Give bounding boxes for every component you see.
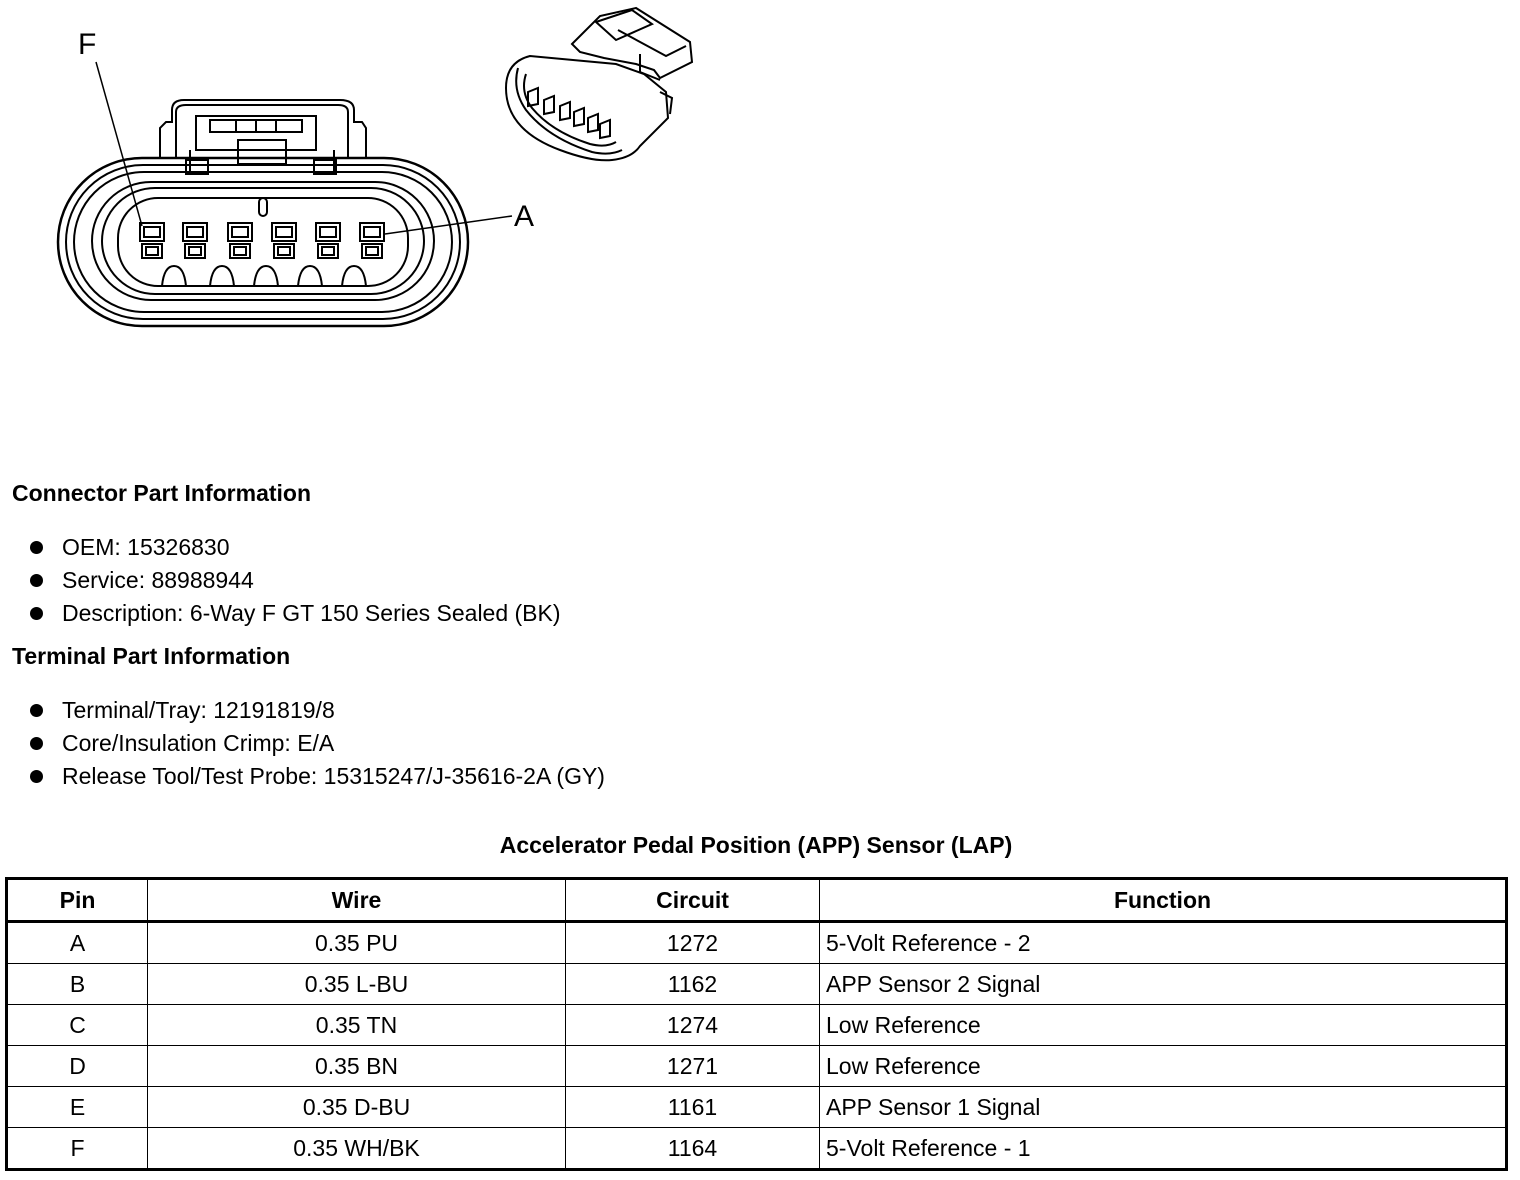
connector-face-drawing	[58, 62, 512, 326]
cell-pin: B	[7, 964, 148, 1005]
table-row	[7, 1128, 1507, 1170]
cell-function: APP Sensor 1 Signal	[820, 1087, 1507, 1128]
bullet-icon	[30, 541, 43, 554]
cell-wire: 0.35 L-BU	[148, 964, 566, 1005]
cell-circuit: 1274	[566, 1005, 820, 1046]
table-header-row	[7, 879, 1507, 922]
cell-function: Low Reference	[820, 1046, 1507, 1087]
list-item	[28, 694, 605, 727]
cell-function: Low Reference	[820, 1005, 1507, 1046]
pin-a-label: A	[514, 200, 535, 233]
bullet-icon	[30, 607, 43, 620]
connector-diagram	[0, 0, 760, 360]
list-item	[28, 564, 561, 597]
list-item	[28, 531, 561, 564]
cell-circuit: 1271	[566, 1046, 820, 1087]
cell-circuit: 1272	[566, 922, 820, 964]
cell-function: APP Sensor 2 Signal	[820, 964, 1507, 1005]
cell-pin: A	[7, 922, 148, 964]
cell-circuit: 1161	[566, 1087, 820, 1128]
header-circuit: Circuit	[566, 879, 820, 922]
cell-pin: F	[7, 1128, 148, 1170]
cell-pin: D	[7, 1046, 148, 1087]
connector-service: Service: 88988944	[62, 567, 254, 593]
connector-info-list	[28, 531, 561, 630]
cell-wire: 0.35 WH/BK	[148, 1128, 566, 1170]
pin-f-label: F	[78, 28, 97, 61]
cell-circuit: 1162	[566, 964, 820, 1005]
terminal-crimp: Core/Insulation Crimp: E/A	[62, 730, 335, 756]
connector-oem: OEM: 15326830	[62, 534, 230, 560]
cell-pin: E	[7, 1087, 148, 1128]
list-item	[28, 727, 605, 760]
terminal-cavities	[140, 223, 384, 258]
cell-function: 5-Volt Reference - 2	[820, 922, 1507, 964]
bullet-icon	[30, 704, 43, 717]
connector-description: Description: 6-Way F GT 150 Series Sealed (BK)	[62, 600, 561, 626]
cell-circuit: 1164	[566, 1128, 820, 1170]
cell-wire: 0.35 D-BU	[148, 1087, 566, 1128]
terminal-release-tool: Release Tool/Test Probe: 15315247/J-35616-2A (GY)	[62, 763, 605, 789]
bullet-icon	[30, 574, 43, 587]
connector-3d-illustration	[506, 8, 692, 160]
terminal-info-heading: Terminal Part Information	[12, 643, 291, 669]
pinout-table	[5, 877, 1508, 1171]
list-item	[28, 597, 561, 630]
table-row	[7, 1005, 1507, 1046]
table-row	[7, 922, 1507, 964]
bullet-icon	[30, 770, 43, 783]
terminal-tray: Terminal/Tray: 12191819/8	[62, 697, 335, 723]
cell-wire: 0.35 PU	[148, 922, 566, 964]
table-row	[7, 1087, 1507, 1128]
cell-wire: 0.35 BN	[148, 1046, 566, 1087]
table-title: Accelerator Pedal Position (APP) Sensor (LAP)	[499, 832, 1013, 858]
cell-pin: C	[7, 1005, 148, 1046]
header-function: Function	[820, 879, 1507, 922]
header-wire: Wire	[148, 879, 566, 922]
connector-info-heading: Connector Part Information	[12, 480, 312, 506]
table-row	[7, 964, 1507, 1005]
header-pin: Pin	[7, 879, 148, 922]
table-row	[7, 1046, 1507, 1087]
terminal-info-list	[28, 694, 605, 793]
cell-wire: 0.35 TN	[148, 1005, 566, 1046]
bullet-icon	[30, 737, 43, 750]
cell-function: 5-Volt Reference - 1	[820, 1128, 1507, 1170]
list-item	[28, 760, 605, 793]
